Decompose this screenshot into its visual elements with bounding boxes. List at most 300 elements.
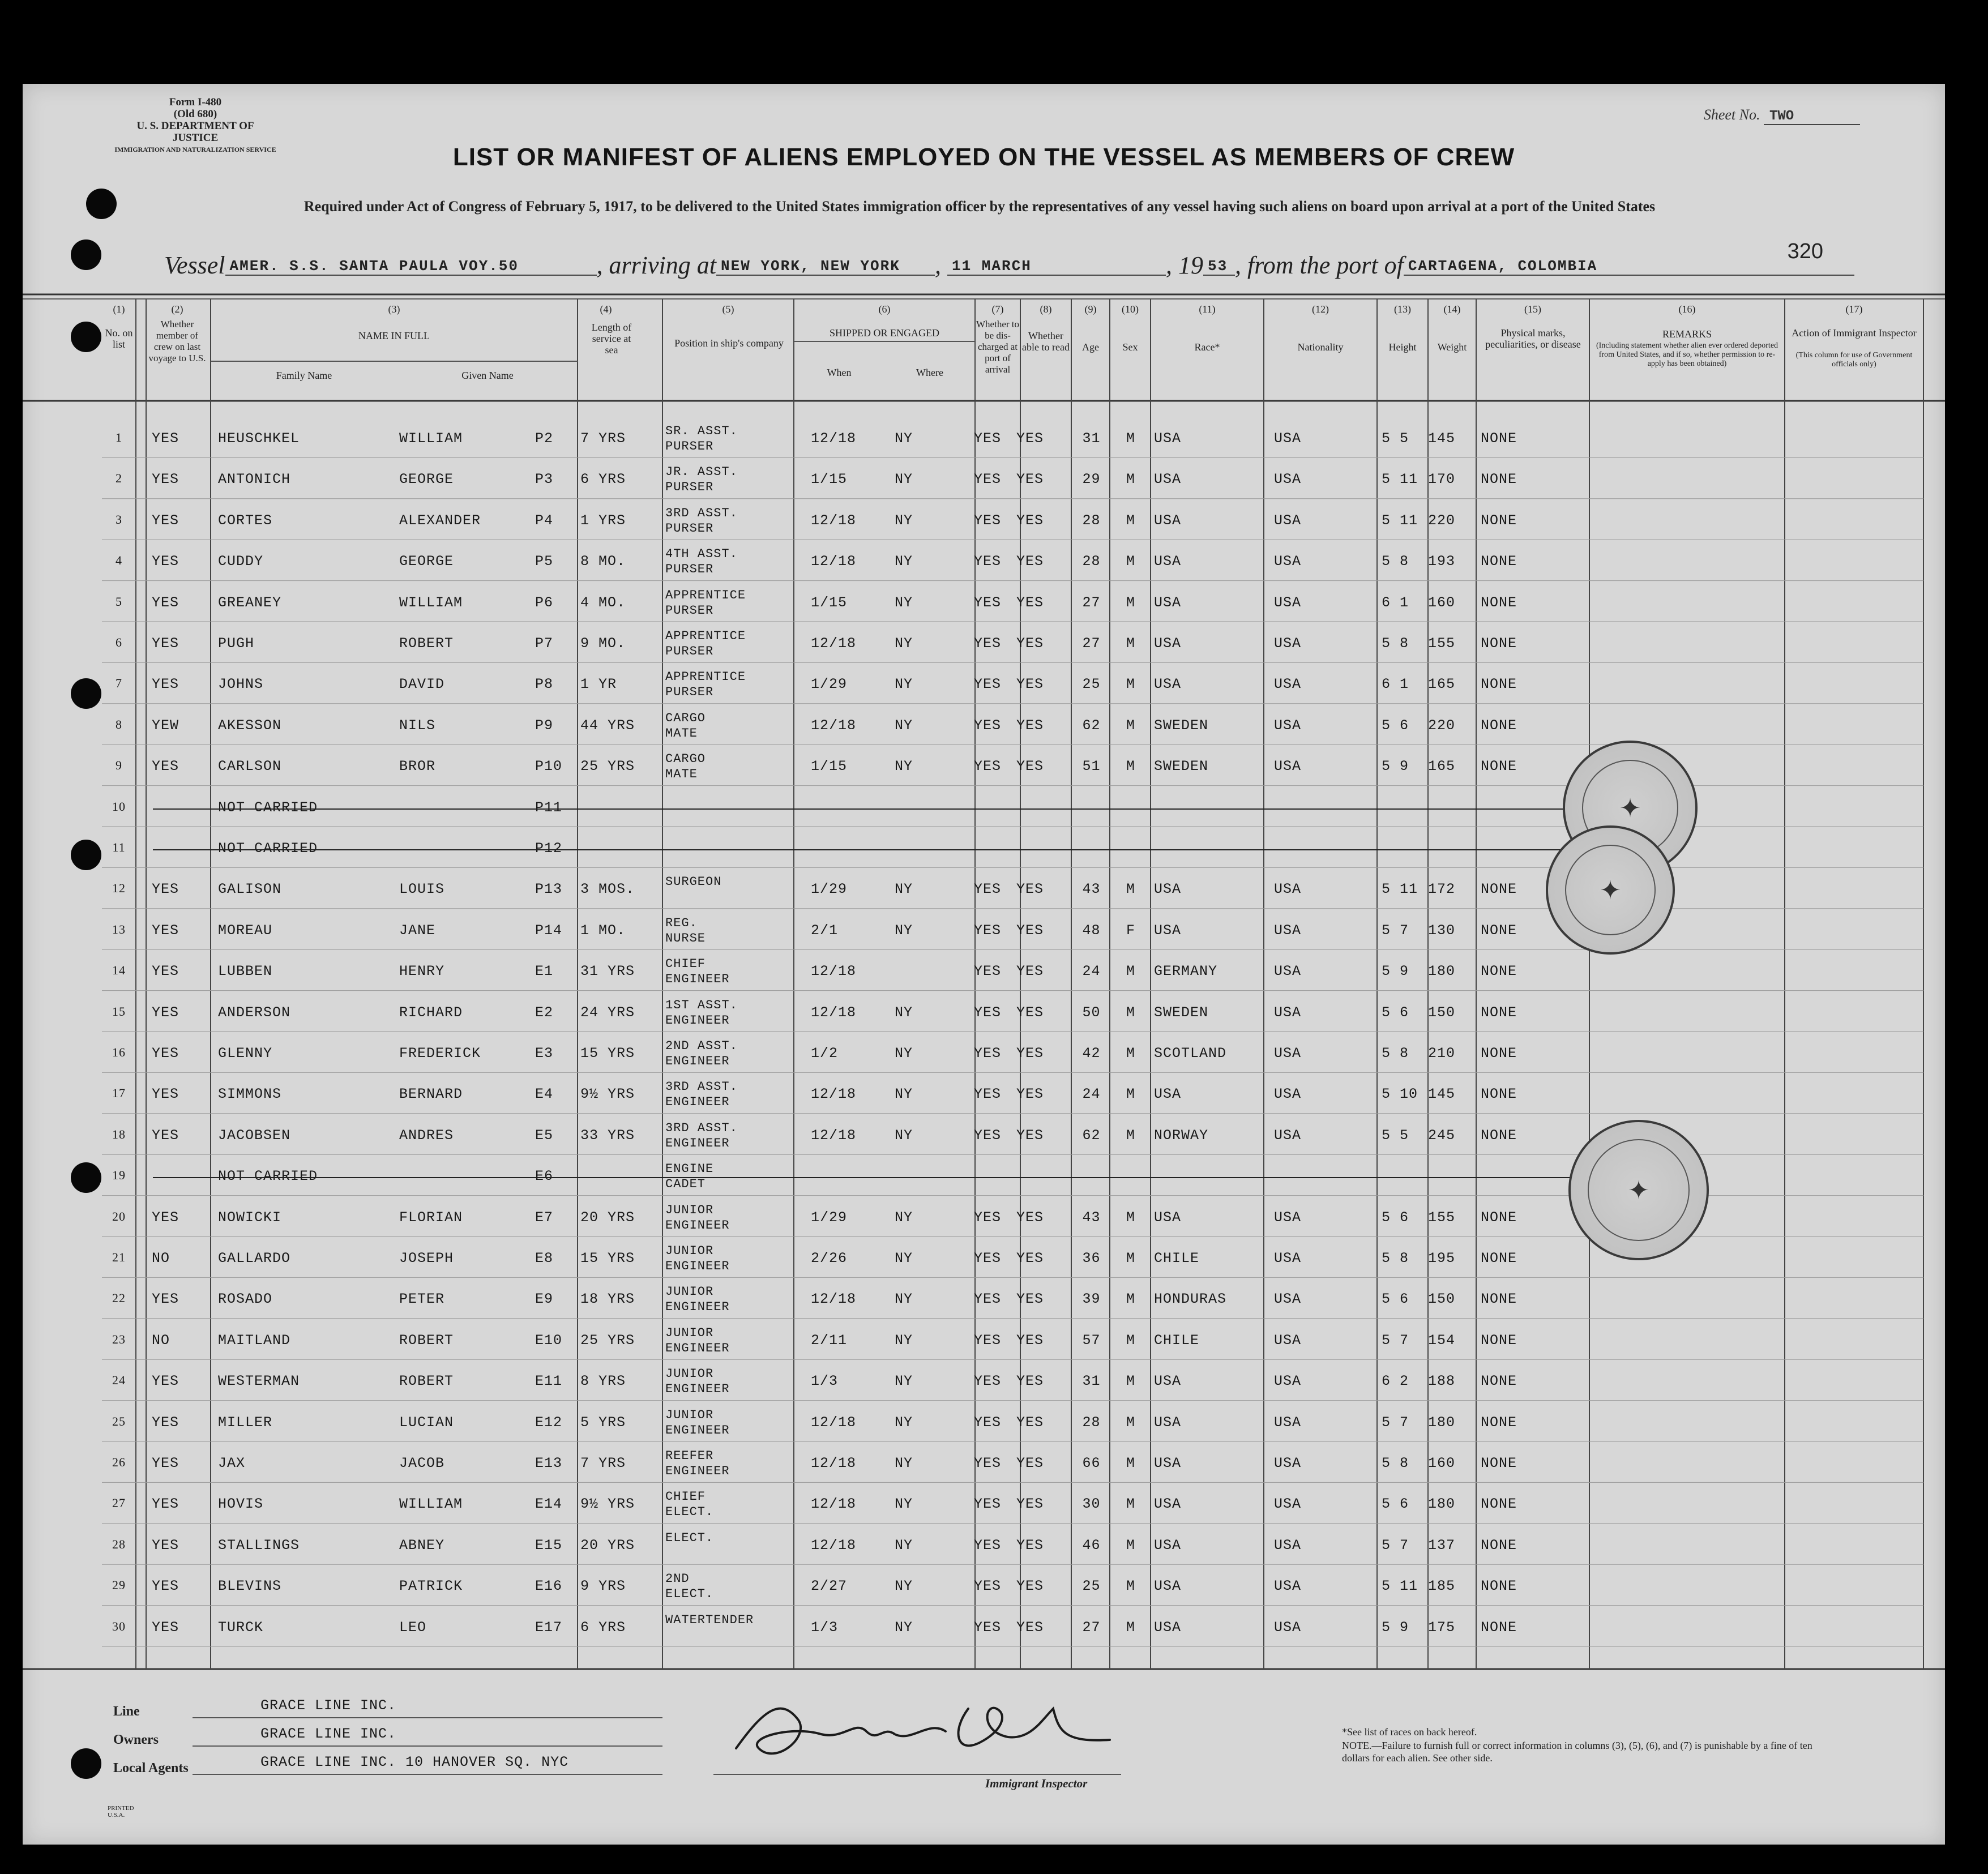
inspector-signature [713,1686,1121,1771]
cell-read: YES [1016,553,1044,570]
cell-weight: 180 [1428,963,1456,980]
cell-nat: USA [1274,1537,1302,1554]
cell-nat: USA [1274,1578,1302,1595]
cell-sex: M [1126,1373,1135,1390]
cell-given: FLORIAN [399,1209,463,1226]
cell-code: E11 [535,1373,563,1390]
cell-position [665,669,796,700]
cell-height: 5 6 [1382,1291,1409,1308]
cell-disch: YES [974,1414,1002,1431]
cell-given: ROBERT [399,1373,454,1390]
cell-service: 20 YRS [580,1209,635,1226]
cell-family: NOT CARRIED [218,1168,318,1185]
cell-age: 36 [1082,1250,1101,1267]
cell-weight: 160 [1428,594,1456,611]
position-line-2: ENGINEER [665,1382,730,1397]
header-no-on-list: No. on list [105,327,133,350]
eagle-icon: ✦ [1619,794,1641,823]
arriving-label: , arriving at [596,251,716,279]
position-line-1: 1ST ASST. [665,998,738,1012]
cell-family: CARLSON [218,758,282,775]
cell-height: 5 11 [1382,512,1418,529]
position-line-2: MATE [665,767,698,782]
cell-phys: NONE [1481,1004,1517,1021]
position-line-1: CARGO [665,711,706,725]
position-line-1: 2ND ASST. [665,1039,738,1053]
cell-sex: M [1126,1209,1135,1226]
cell-weight: 172 [1428,881,1456,898]
cell-position [665,1571,796,1602]
cell-n: 28 [112,1537,126,1551]
table-row [23,1321,1945,1362]
cell-where: NY [895,1209,913,1226]
header-physical: Physical marks, peculiarities, or disease [1485,327,1581,350]
cell-race: NORWAY [1154,1127,1209,1144]
race-note: *See list of races on back hereof. [1342,1726,1477,1738]
cell-when: 1/15 [811,471,848,488]
cell-n: 12 [112,881,126,896]
cell-weight: 220 [1428,717,1456,734]
cell-service: 9½ YRS [580,1496,635,1513]
cell-height: 5 7 [1382,922,1409,939]
position-line-2: ENGINEER [665,1259,730,1273]
cell-given: ROBERT [399,1332,454,1349]
cell-disch: YES [974,635,1002,652]
cell-n: 8 [116,717,122,731]
cell-n: 13 [112,922,126,936]
cell-age: 27 [1082,635,1101,652]
position-line-1: APPRENTICE [665,588,746,602]
cell-position [665,915,796,946]
cell-height: 5 6 [1382,1004,1409,1021]
cell-phys: NONE [1481,1373,1517,1390]
table-row [23,1567,1945,1607]
cell-disch: YES [974,1537,1002,1554]
cell-crew: YES [152,1004,179,1021]
cell-service: 7 YRS [580,1455,626,1471]
signature-graphic [713,1686,1121,1771]
position-line-2: ELECT. [665,1505,714,1520]
table-row [23,501,1945,542]
cell-where: NY [895,1537,913,1554]
cell-family: ANTONICH [218,471,291,488]
header-weight: Weight [1437,341,1467,353]
cell-phys: NONE [1481,1414,1517,1431]
cell-phys: NONE [1481,758,1517,775]
cell-crew: YES [152,963,179,980]
cell-family: WESTERMAN [218,1373,300,1390]
cell-age: 25 [1082,1578,1101,1595]
cell-family: JAX [218,1455,246,1471]
cell-family: MAITLAND [218,1332,291,1349]
cell-weight: 175 [1428,1619,1456,1636]
cell-service: 1 YRS [580,512,626,529]
table-row [23,1526,1945,1567]
cell-height: 5 9 [1382,1619,1409,1636]
cell-disch: YES [974,1291,1002,1308]
position-line-1: CARGO [665,752,706,767]
cell-given: FREDERICK [399,1045,481,1062]
cell-nat: USA [1274,471,1302,488]
cell-crew: YES [152,553,179,570]
cell-family: PUGH [218,635,255,652]
col-num: (16) [1678,303,1696,315]
cell-family: MOREAU [218,922,273,939]
vessel-name: AMER. S.S. SANTA PAULA VOY.50 [225,258,597,276]
cell-n: 17 [112,1086,126,1101]
cell-phys: NONE [1481,1045,1517,1062]
vessel-line: Vessel AMER. S.S. SANTA PAULA VOY.50 , arriving at NEW YORK, NEW YORK , 11 MARCH , 19 53 , from the port of CARTAGENA, COLOMBIA [164,251,1854,280]
cell-height: 5 7 [1382,1414,1409,1431]
cell-code: P5 [535,553,554,570]
cell-height: 5 11 [1382,881,1418,898]
header-name-in-full: NAME IN FULL [358,330,430,341]
cell-height: 5 9 [1382,963,1409,980]
cell-position [665,1243,796,1274]
header-given-name: Given Name [461,370,514,381]
cell-given: JOSEPH [399,1250,454,1267]
header-length-service: Length of service at sea [591,322,632,356]
cell-position [665,1038,796,1069]
table-row [23,1075,1945,1115]
cell-service: 4 MO. [580,594,626,611]
eagle-icon: ✦ [1627,1176,1650,1205]
cell-code: E3 [535,1045,554,1062]
cell-given: PETER [399,1291,445,1308]
cell-phys: NONE [1481,1537,1517,1554]
cell-given: BROR [399,758,436,775]
cell-where: NY [895,881,913,898]
col-num: (8) [1040,303,1052,315]
cell-phys: NONE [1481,430,1517,447]
cell-crew: YES [152,1291,179,1308]
col-num: (13) [1394,303,1411,315]
immigration-stamp [1568,1120,1709,1260]
position-line-1: 3RD ASST. [665,1080,738,1094]
cell-service: 9 MO. [580,635,626,652]
cell-weight: 185 [1428,1578,1456,1595]
cell-nat: USA [1274,594,1302,611]
cell-phys: NONE [1481,1127,1517,1144]
position-line-1: 3RD ASST. [665,506,738,520]
position-line-1: JUNIOR [665,1244,714,1258]
cell-nat: USA [1274,1414,1302,1431]
cell-nat: USA [1274,1127,1302,1144]
cell-nat: USA [1274,1209,1302,1226]
agents-rule [193,1774,662,1775]
cell-where: NY [895,471,913,488]
cell-service: 8 YRS [580,1373,626,1390]
cell-family: NOWICKI [218,1209,282,1226]
cell-read: YES [1016,512,1044,529]
cell-weight: 170 [1428,471,1456,488]
cell-position [665,1489,796,1520]
table-row [23,624,1945,665]
position-line-2: PURSER [665,644,714,658]
cell-position [665,1079,796,1110]
cell-n: 14 [112,963,126,978]
cell-height: 5 11 [1382,471,1418,488]
cell-crew: YES [152,1537,179,1554]
position-line-1: 3RD ASST. [665,1120,738,1135]
cell-phys: NONE [1481,1086,1517,1103]
cell-age: 27 [1082,1619,1101,1636]
cell-weight: 180 [1428,1414,1456,1431]
inspector-label: Immigrant Inspector [985,1777,1088,1790]
col-num: (3) [388,303,400,315]
cell-when: 12/18 [811,1455,857,1471]
cell-nat: USA [1274,635,1302,652]
table-row [23,419,1945,460]
cell-sex: M [1126,1250,1135,1267]
cell-given: JANE [399,922,436,939]
cell-crew: YES [152,676,179,693]
cell-crew: YES [152,1496,179,1513]
cell-height: 5 7 [1382,1537,1409,1554]
col-num: (17) [1845,303,1863,315]
cell-nat: USA [1274,1619,1302,1636]
cell-where: NY [895,758,913,775]
cell-race: USA [1154,1578,1182,1595]
cell-age: 28 [1082,1414,1101,1431]
cell-code: E10 [535,1332,563,1349]
cell-code: E6 [535,1168,554,1185]
cell-where: NY [895,1086,913,1103]
cell-height: 6 1 [1382,676,1409,693]
cell-race: SWEDEN [1154,717,1209,734]
cell-family: SIMMONS [218,1086,282,1103]
cell-code: E4 [535,1086,554,1103]
cell-crew: YES [152,512,179,529]
cell-when: 12/18 [811,1414,857,1431]
cell-nat: USA [1274,430,1302,447]
cell-nat: USA [1274,1455,1302,1471]
cell-code: E5 [535,1127,554,1144]
cell-service: 31 YRS [580,963,635,980]
cell-family: GALISON [218,881,282,898]
cell-service: 15 YRS [580,1045,635,1062]
cell-crew: YEW [152,717,179,734]
cell-position [665,1407,796,1438]
cell-crew: YES [152,1455,179,1471]
cell-read: YES [1016,1209,1044,1226]
cell-phys: NONE [1481,1496,1517,1513]
cell-race: USA [1154,512,1182,529]
cell-where: NY [895,922,913,939]
cell-nat: USA [1274,1250,1302,1267]
cell-given: LUCIAN [399,1414,454,1431]
cell-position [665,874,796,889]
cell-crew: YES [152,594,179,611]
cell-age: 31 [1082,1373,1101,1390]
cell-sex: M [1126,430,1135,447]
cell-code: P9 [535,717,554,734]
cell-n: 6 [116,635,122,649]
cell-service: 1 MO. [580,922,626,939]
cell-height: 5 6 [1382,717,1409,734]
cell-race: USA [1154,1414,1182,1431]
header-action: Action of Immigrant Inspector [1792,327,1917,339]
vessel-label: Vessel [164,251,225,279]
agents-value: GRACE LINE INC. 10 HANOVER SQ. NYC [260,1754,569,1770]
owners-rule [193,1745,662,1747]
cell-read: YES [1016,1127,1044,1144]
cell-when: 12/18 [811,635,857,652]
header-action-note: (This column for use of Government officials only) [1795,351,1913,369]
cell-when: 1/15 [811,758,848,775]
cell-n: 16 [112,1045,126,1059]
cell-when: 1/29 [811,676,848,693]
cell-age: 51 [1082,758,1101,775]
cell-crew: YES [152,881,179,898]
cell-service: 18 YRS [580,1291,635,1308]
page-title: LIST OR MANIFEST OF ALIENS EMPLOYED ON THE VESSEL AS MEMBERS OF CREW [452,143,1515,171]
cell-disch: YES [974,1332,1002,1349]
table-row [23,665,1945,705]
printer-mark: PRINTED U.S.A. [108,1805,134,1819]
cell-weight: 155 [1428,635,1456,652]
cell-position [665,464,796,495]
cell-sex: M [1126,1004,1135,1021]
header-remarks-note: (Including statement whether alien ever ordered deported from United States, and if so, whether permission to re-apply has been obtained) [1596,341,1778,368]
cell-race: USA [1154,594,1182,611]
cell-read: YES [1016,1455,1044,1471]
cell-given: NILS [399,717,436,734]
cell-height: 5 10 [1382,1086,1418,1103]
cell-sex: M [1126,676,1135,693]
cell-weight: 220 [1428,512,1456,529]
arrival-port: NEW YORK, NEW YORK [716,258,935,276]
cell-where: NY [895,717,913,734]
cell-race: SCOTLAND [1154,1045,1227,1062]
cell-read: YES [1016,1414,1044,1431]
cell-position [665,506,796,536]
cell-phys: NONE [1481,512,1517,529]
cell-read: YES [1016,471,1044,488]
cell-crew: YES [152,1086,179,1103]
cell-when: 12/18 [811,1537,857,1554]
strike-line [153,808,1580,810]
cell-read: YES [1016,922,1044,939]
cell-code: E1 [535,963,554,980]
cell-when: 12/18 [811,1291,857,1308]
cell-read: YES [1016,758,1044,775]
cell-family: GALLARDO [218,1250,291,1267]
cell-read: YES [1016,1619,1044,1636]
cell-race: USA [1154,471,1182,488]
cell-height: 5 8 [1382,1045,1409,1062]
cell-code: E14 [535,1496,563,1513]
cell-phys: NONE [1481,1209,1517,1226]
cell-n: 27 [112,1496,126,1511]
cell-weight: 188 [1428,1373,1456,1390]
service: IMMIGRATION AND NATURALIZATION SERVICE [114,146,276,153]
cell-position [665,546,796,577]
cell-when: 1/2 [811,1045,839,1062]
cell-where: NY [895,1045,913,1062]
cell-sex: M [1126,1332,1135,1349]
cell-sex: M [1126,1455,1135,1471]
table-row [23,993,1945,1034]
cell-where: NY [895,512,913,529]
cell-when: 2/27 [811,1578,848,1595]
position-line-2: WATERTENDER [665,1612,754,1627]
cell-when: 2/11 [811,1332,848,1349]
cell-sex: M [1126,1578,1135,1595]
cell-nat: USA [1274,1291,1302,1308]
immigration-stamp [1546,825,1675,955]
position-line-2: ELECT. [665,1530,714,1545]
cell-age: 66 [1082,1455,1101,1471]
position-line-2: ENGINEER [665,1095,730,1110]
cell-code: P6 [535,594,554,611]
cell-code: E8 [535,1250,554,1267]
cell-given: LEO [399,1619,427,1636]
cell-sex: M [1126,553,1135,570]
cell-nat: USA [1274,963,1302,980]
cell-code: P4 [535,512,554,529]
cell-disch: YES [974,430,1002,447]
cell-weight: 210 [1428,1045,1456,1062]
header-nationality: Nationality [1297,341,1344,353]
cell-read: YES [1016,1086,1044,1103]
cell-weight: 245 [1428,1127,1456,1144]
position-line-2: PURSER [665,439,714,453]
cell-position [665,628,796,659]
cell-nat: USA [1274,512,1302,529]
cell-height: 5 7 [1382,1332,1409,1349]
cell-read: YES [1016,1537,1044,1554]
cell-family: GREANEY [218,594,282,611]
header-discharged: Whether to be dis-charged at port of arrival [976,319,1019,375]
cell-sex: M [1126,512,1135,529]
cell-code: E7 [535,1209,554,1226]
cell-phys: NONE [1481,922,1517,939]
cell-weight: 193 [1428,553,1456,570]
cell-service: 15 YRS [580,1250,635,1267]
cell-disch: YES [974,922,1002,939]
from-label: , from the port of [1234,251,1404,279]
cell-age: 28 [1082,553,1101,570]
cell-race: SWEDEN [1154,1004,1209,1021]
col-num: (9) [1084,303,1097,315]
position-line-2: ENGINEER [665,1464,730,1478]
arrival-year: 53 [1203,258,1235,276]
cell-where: NY [895,594,913,611]
position-line-1: JUNIOR [665,1325,714,1340]
position-line-1: SR. ASST. [665,424,738,438]
cell-disch: YES [974,553,1002,570]
cell-phys: NONE [1481,1578,1517,1595]
cell-disch: YES [974,1496,1002,1513]
cell-n: 2 [116,471,122,486]
cell-sex: M [1126,1414,1135,1431]
cell-weight: 130 [1428,922,1456,939]
cell-height: 5 6 [1382,1496,1409,1513]
position-line-1: 4TH ASST. [665,547,738,562]
cell-sex: M [1126,1537,1135,1554]
cell-service: 3 MOS. [580,881,635,898]
cell-family: CUDDY [218,553,264,570]
cell-given: PATRICK [399,1578,463,1595]
cell-age: 48 [1082,922,1101,939]
cell-given: ALEXANDER [399,512,481,529]
cell-given: HENRY [399,963,445,980]
cell-height: 5 8 [1382,1455,1409,1471]
cell-n: 22 [112,1291,126,1306]
position-line-2: PURSER [665,521,714,536]
cell-code: P2 [535,430,554,447]
